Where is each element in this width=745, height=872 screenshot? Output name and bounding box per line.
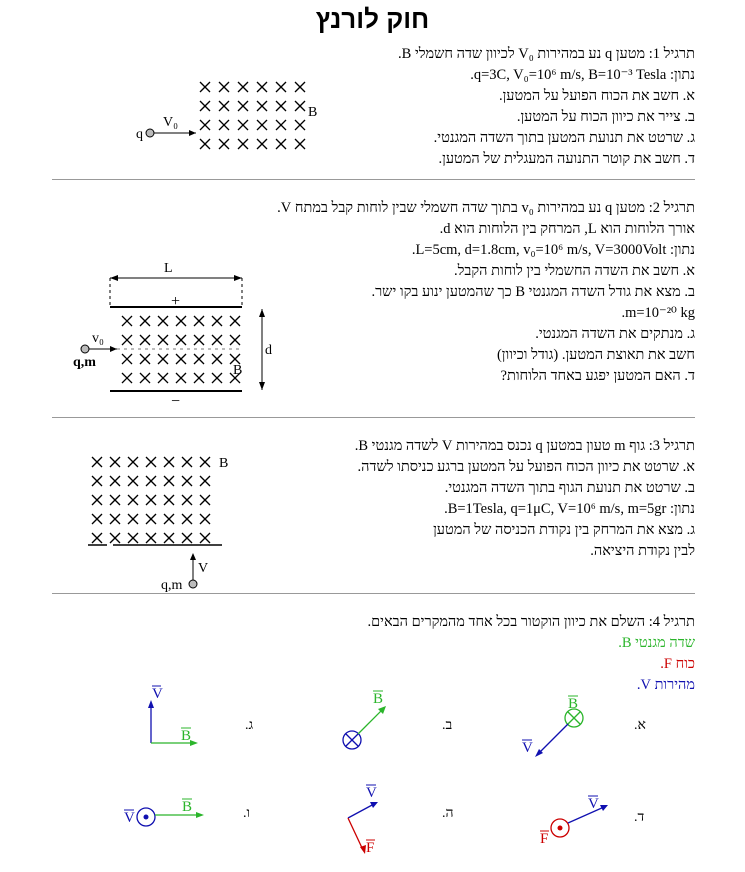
ex1-line: נתון: q=3C, V₀=10⁶ m/s, B=10⁻³ Tesla.: [470, 67, 695, 83]
ex2-line: m=10⁻²⁰ kg.: [621, 305, 695, 321]
a-b-label: B: [568, 696, 579, 712]
exercise-3-text: [355, 436, 695, 562]
case-a-label: א.: [634, 718, 646, 733]
exercise-4-text: [367, 612, 695, 696]
f-dot: [144, 815, 149, 820]
d-dot: [558, 826, 563, 831]
ex2-L-label: L: [164, 261, 173, 276]
a-velocity-vector: [538, 724, 568, 754]
ex2-line: אורך הלוחות הוא L, המרחק בין הלוחות הוא d.: [439, 221, 695, 237]
ex2-minus-sign: −: [171, 393, 181, 410]
ex4-intro: תרגיל 4: השלם את כיוון הוקטור בכל אחד מהמקרים הבאים.: [367, 614, 695, 630]
ex2-b-label: B: [233, 363, 243, 378]
ex3-v-label: V: [198, 561, 209, 576]
ex1-q-label: q: [136, 127, 143, 142]
ex2-v-label: v₀: [92, 331, 104, 346]
e-f-label: F: [366, 840, 375, 856]
case-d-label: ד.: [634, 810, 645, 825]
divider: [52, 593, 695, 594]
ex2-line: חשב את תאוצת המטען. (גודל וכיוון): [496, 347, 695, 363]
case-e-label: ה.: [442, 806, 454, 821]
e-velocity-vector: [348, 804, 374, 818]
ex2-charge: [81, 345, 89, 353]
ex2-qm-label: q,m: [73, 355, 96, 370]
ex2-plus-sign: +: [171, 293, 181, 310]
ex2-arrowhead: [110, 346, 117, 352]
ex2-arrowhead: [259, 309, 265, 317]
ex3-line: ב. שרטט את תנועת הגוף בתוך השדה המגנטי.: [444, 480, 695, 496]
legend-field: שדה מגנטי B.: [618, 635, 695, 651]
ex2-arrowhead: [259, 382, 265, 390]
ex3-field-grid: [92, 457, 210, 543]
ex2-arrowhead: [234, 275, 242, 281]
e-v-label: V: [366, 785, 377, 801]
ex1-charge: [146, 129, 154, 137]
legend-velocity: מהירות V.: [636, 677, 695, 693]
b-field-vector: [358, 709, 383, 734]
d-f-label: F: [540, 831, 549, 847]
ex1-b-label: B: [308, 105, 318, 120]
ex2-line: א. חשב את השדה החשמלי בין לוחות הקבל.: [454, 263, 695, 279]
divider: [52, 179, 695, 180]
c-b-label: B: [181, 728, 192, 744]
d-v-label: V: [588, 796, 599, 812]
legend-force: כוח F.: [660, 656, 695, 672]
ex3-line: תרגיל 3: גוף m טעון במטען q נכנס במהירות V לשדה מגנטי B.: [354, 438, 695, 454]
ex2-line: ד. האם המטען יפגע באחד הלוחות?: [500, 368, 695, 384]
case-f-label: ו.: [243, 806, 251, 821]
ex1-line: א. חשב את הכוח הפועל על המטען.: [498, 88, 695, 104]
case-c-label: ג.: [245, 718, 254, 733]
case-b-label: ב.: [442, 718, 453, 733]
ex1-v-label: V₀: [163, 115, 178, 130]
f-field-head: [196, 812, 204, 818]
ex2-arrowhead: [110, 275, 118, 281]
ex3-line: ג. מצא את המרחק בין נקודת הכניסה של המטען: [433, 522, 695, 538]
page-title: חוק לורנץ: [315, 4, 430, 34]
ex1-line: ג. שרטט את תנועת המטען בתוך השדה המגנטי.: [433, 130, 695, 146]
e-force-vector: [348, 818, 363, 850]
ex2-line: ב. מצא את גודל השדה המגנטי B כך שהמטען ינוע בקו ישר.: [371, 284, 695, 300]
ex3-line: א. שרטט את כיוון הכוח הפועל על המטען ברגע כניסתו לשדה.: [357, 459, 695, 475]
ex2-line: ג. מנתקים את השדה המגנטי.: [535, 326, 695, 342]
divider: [52, 417, 695, 418]
f-b-label: B: [182, 799, 193, 815]
ex3-line: נתון: B=1Tesla, q=1μC, V=10⁶ m/s, m=5gr.: [444, 501, 695, 517]
b-b-label: B: [373, 691, 384, 707]
ex2-line: נתון: L=5cm, d=1.8cm, v₀=10⁶ m/s, V=3000Volt.: [411, 242, 695, 258]
exercise-2-text: [277, 198, 695, 387]
ex1-line: ד. חשב את קוטר התנועה המעגלית של המטען.: [438, 151, 695, 167]
a-v-label: V: [522, 740, 533, 756]
f-v-label: V: [124, 810, 135, 826]
ex2-line: תרגיל 2: מטען q נע במהירות v₀ בתוך שדה חשמלי שבין לוחות קבל במתח V.: [277, 200, 695, 216]
ex1-arrowhead: [189, 130, 196, 136]
c-v-label: V: [152, 686, 163, 702]
ex3-qm-label: q,m: [161, 578, 183, 593]
ex1-line: ב. צייר את כיוון הכוח על המטען.: [516, 109, 695, 125]
ex2-d-label: d: [265, 343, 272, 358]
ex1-field-grid: [200, 82, 305, 149]
ex1-line: תרגיל 1: מטען q נע במהירות V₀ לכיוון שדה חשמלי B.: [398, 46, 695, 62]
c-field-head: [190, 740, 198, 746]
ex3-line: לבין נקודת היציאה.: [590, 543, 695, 559]
ex3-charge: [189, 580, 197, 588]
ex3-arrowhead: [190, 553, 196, 560]
ex3-b-label: B: [219, 456, 229, 471]
